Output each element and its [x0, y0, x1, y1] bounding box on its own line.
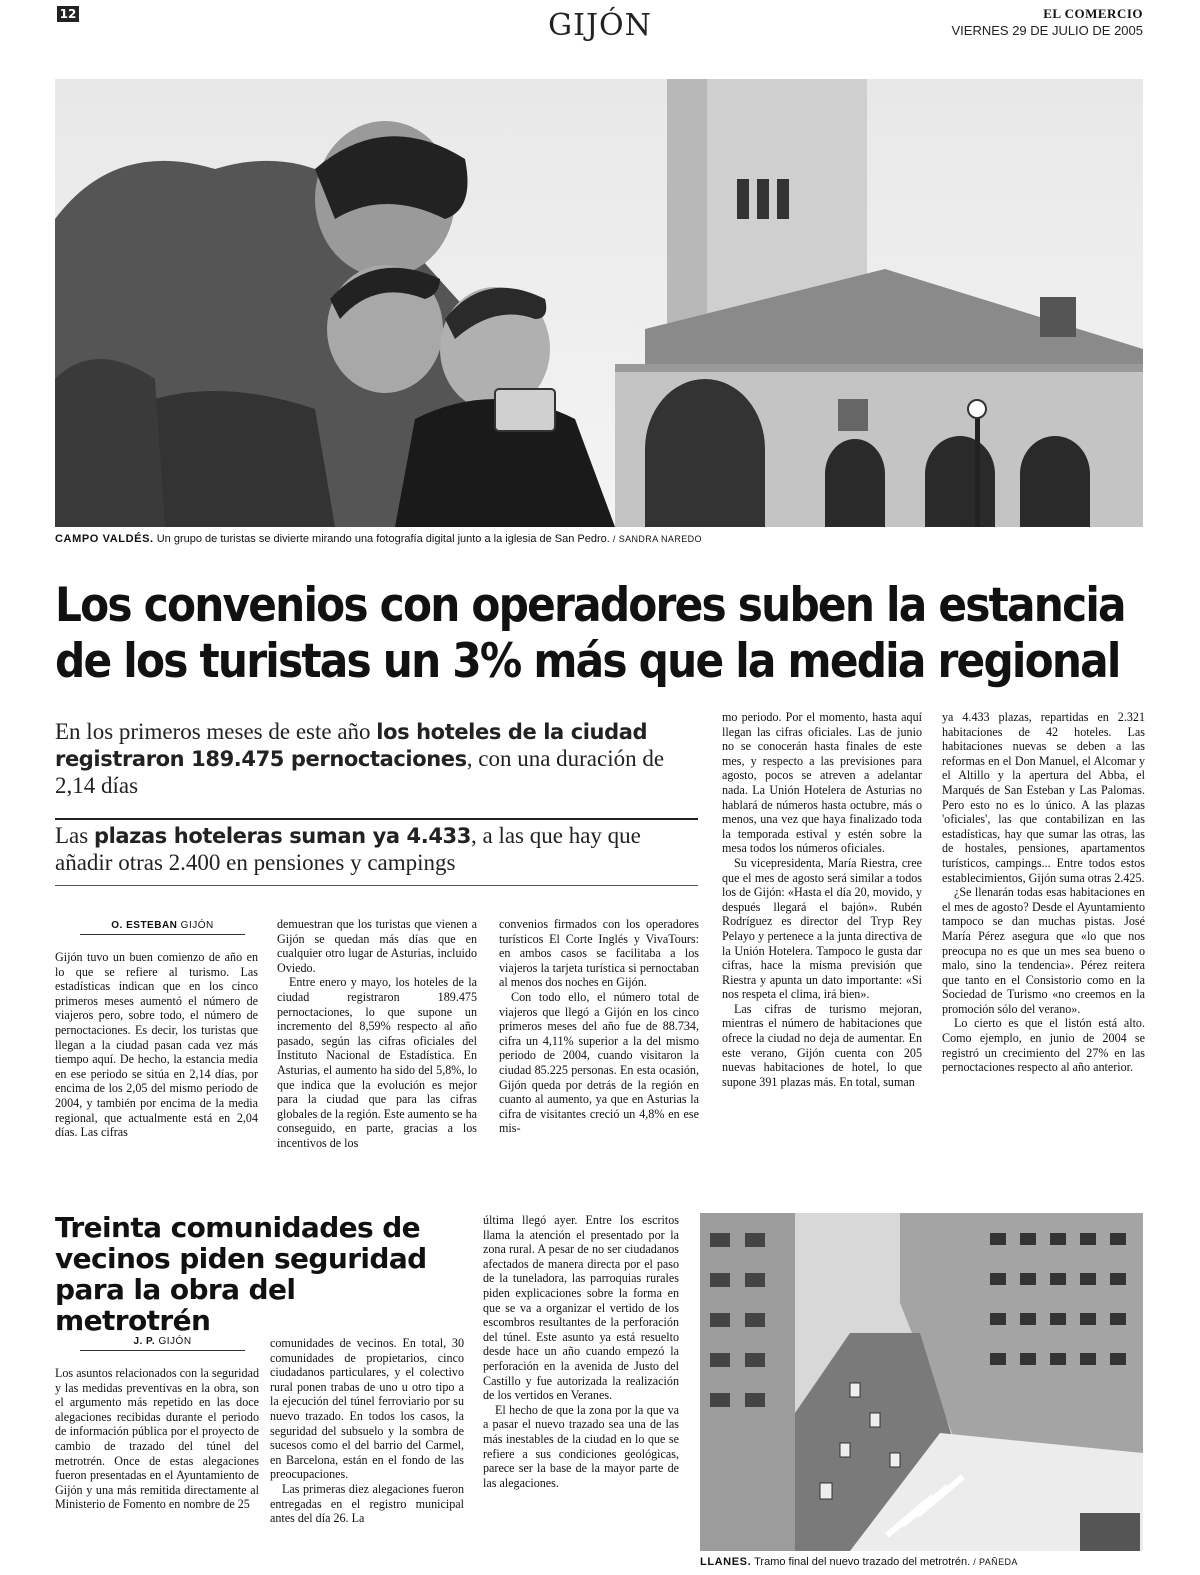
- byline-2-location: GIJÓN: [155, 1336, 192, 1347]
- caption-2-credit: / PAÑEDA: [973, 1557, 1018, 1567]
- deck1-part-b: los hoteles de la ciudad registraron 189.475 pernoctaciones: [55, 720, 648, 771]
- paragraph: demuestran que los turistas que vienen a Gijón se quedan más días que en cualquier otro lugar de Asturias, incluido Oviedo.: [277, 917, 477, 975]
- paragraph: Los asuntos relacionados con la seguridad y las medidas preventivas en la obra, son el argumento más repetido en las doce alegaciones recibidas durante el periodo de información pública por el proyecto de cambio de trazado del túnel del metrotrén. Once de estas alegaciones fueron presentadas en el Ayuntamiento de Gijón y una más remitida directamente al Ministerio de Fomento en nombre de 25: [55, 1366, 259, 1512]
- paragraph: Entre enero y mayo, los hoteles de la ciudad registraron 189.475 pernoctaciones, lo que supone un incremento del 8,59% respecto al año pasado, según las cifras oficiales del Instituto Nacional de Estadística. En Asturias, el aumento ha sido del 5,8%, lo que indica que la evolución es mejor para la ciudad que para las cifras globales de la región. Este aumento se ha conseguido, en parte, gracias a los incentivos de los: [277, 975, 477, 1150]
- article-2-column-3: [483, 1213, 679, 1490]
- deck-bottom-divider: [55, 885, 698, 886]
- subheadline-2: [55, 822, 698, 876]
- paragraph: Gijón tuvo un buen comienzo de año en lo que se refiere al turismo. Las estadísticas indican que en los cinco primeros meses aumentó el número de viajeros pero, sobre todo, el número de pernoctaciones. Es decir, los turistas que llegan a la ciudad pasan cada vez más tiempo aquí. De hecho, la estancia media en ese periodo se sitúa en 2,14 días, por encima de los 2,05 del mismo periodo de 2004, y también por encima de la media regional, que actualmente está en 2,04 días. Las cifras: [55, 950, 258, 1140]
- paragraph: Su vicepresidenta, María Riestra, cree que el mes de agosto será similar a todos los de Gijón: «Hasta el día 20, movido, y después llegará el bajón». Rubén Rodríguez es director del Tryp Rey Pelayo y pertenece a la junta directiva de la Unión Hotelera. Tampoco le gusta dar cifras, hace la misma previsión que Riestra y apunta un dato importante: «Si nos respeta el clima, irá bien».: [722, 855, 922, 1002]
- paragraph: convenios firmados con los operadores turísticos El Corte Inglés y VivaTours: en ambos casos se facilitaba a los viajeros la tarjeta turística si pernoctaban al menos dos noches en Gijón.: [499, 917, 699, 990]
- paragraph: última llegó ayer. Entre los escritos llama la atención el presentado por la zona rural. A pesar de no ser ciudadanos afectados de manera directa por el paso de la tuneladora, las parroquias rurales piden explicaciones sobre la forma en que se va a organizar el vertido de los escombros resultantes de la perforación del túnel. Este asunto ya está resuelto desde hace un año cuando empezó la perforación en la avenida de Justo del Castillo y fue autorizada la realización de los vertidos en Veranes.: [483, 1213, 679, 1403]
- deck2-part-a: Las: [55, 823, 94, 848]
- photo-caption-1: [55, 533, 702, 545]
- caption-1-credit: / SANDRA NAREDO: [612, 534, 702, 544]
- caption-1-lead: CAMPO VALDÉS.: [55, 533, 154, 545]
- section-title: GIJÓN: [548, 8, 652, 43]
- paragraph: El hecho de que la zona por la que va a pasar el nuevo trazado sea una de las más inestables de la ciudad en lo que se refiere a sus condiciones geológicas, parece ser la base de la mayor parte de las alegaciones.: [483, 1402, 679, 1490]
- second-headline: Treinta comunidades de vecinos piden seguridad para la obra del metrotrén: [55, 1211, 427, 1337]
- headline-line-1: Los convenios con operadores suben la estancia: [55, 578, 1125, 633]
- paragraph: ¿Se llenarán todas esas habitaciones en el mes de agosto? Desde el Ayuntamiento tampoco se dan muchas pistas. José María Pérez asegura que «lo que nos preocupa no es que un mes sea bueno o malo, sino la tendencia». Pérez reitera que tanto en el Consistorio como en la Sociedad de Turismo «no creemos en la promoción sólo del verano».: [942, 885, 1145, 1016]
- issue-date: VIERNES 29 DE JULIO DE 2005: [951, 23, 1143, 38]
- article-2-column-1: [55, 1366, 259, 1512]
- deck2-part-b: plazas hoteleras suman ya 4.433: [93, 824, 471, 848]
- deck1-part-a: En los primeros meses de este año: [55, 719, 377, 744]
- tourists-church-photo: [55, 79, 1143, 527]
- page-number: 12: [57, 6, 79, 22]
- article-1-column-4: [722, 710, 922, 1089]
- subheadline-1: [55, 718, 675, 799]
- byline-article-2: [80, 1336, 245, 1351]
- street-aerial-photo: [700, 1213, 1143, 1551]
- paragraph: Con todo ello, el número total de viajeros que llegó a Gijón en los cinco primeros meses del año fue de 88.734, cifra un 4,11% superior a la del mismo periodo de 2004, cuando visitaron la ciudad 85.225 personas. En esta ocasión, Gijón queda por detrás de la región en cuanto al aumento, ya que en Asturias la cifra de visitantes creció un 4,8% en ese mis-: [499, 989, 699, 1136]
- deck-divider: [55, 818, 698, 820]
- paragraph: Lo cierto es que el listón está alto. Como ejemplo, en junio de 2004 se registró un crecimiento del 27% en las pernoctaciones respecto al año anterior.: [942, 1016, 1145, 1075]
- paragraph: Las cifras de turismo mejoran, mientras el número de habitaciones que ofrece la ciudad no deja de aumentar. En este verano, Gijón cuenta con 205 nuevas habitaciones de hotel, lo que supone 391 plazas más. En total, suman: [722, 1001, 922, 1089]
- article-1-column-5: [942, 710, 1145, 1075]
- deck1-part-c: , con una duración de 2,14 días: [55, 746, 665, 798]
- main-headline: [55, 578, 1145, 690]
- article-1-column-1: [55, 950, 258, 1140]
- paragraph: mo periodo. Por el momento, hasta aquí llegan las cifras oficiales. Las de junio no se conocerán hasta finales de este mes, y respecto a las previsiones para agosto, pocos se atreven a adelantar nada. La Unión Hotelera de Asturias no hablará de números hasta octubre, más o menos, una vez que haya finalizado toda la temporada estival y estén sobre la mesa todos los números oficiales.: [722, 710, 922, 856]
- byline-2-name: J. P.: [133, 1336, 156, 1347]
- newspaper-name: EL COMERCIO: [1043, 6, 1143, 21]
- article-1-column-3: [499, 917, 699, 1136]
- headline-line-2: de los turistas un 3% más que la media regional: [55, 634, 1120, 689]
- byline-article-1: [80, 920, 245, 935]
- deck2-part-c: , a las que hay que añadir otras 2.400 en pensiones y campings: [55, 823, 641, 875]
- paragraph: comunidades de vecinos. En total, 30 comunidades de propietarios, cinco ciudadanos particulares, y el colectivo rural ponen trabas de uno u otro tipo a la ejecución del túnel ferroviario por su nuevo trazado. En todos los casos, la seguridad del subsuelo y la sombra de sucesos como el del barrio del Carmel, en Barcelona, están en el fondo de las preocupaciones.: [270, 1336, 464, 1482]
- article-2-column-2: [270, 1336, 464, 1526]
- caption-2-lead: LLANES.: [700, 1556, 752, 1568]
- byline-1-name: O. ESTEBAN: [111, 920, 178, 931]
- article-1-column-2: [277, 917, 477, 1151]
- paragraph: ya 4.433 plazas, repartidas en 2.321 habitaciones de 42 hoteles. Las habitaciones nuevas se deben a las reformas en el Don Manuel, el Alcomar y el Altillo y la apertura del Abba, el Marqués de San Esteban y Las Palomas. Pero esto no es lo único. A las plazas 'oficiales', las que contabilizan en las estadísticas, hay que sumar las otras, las de hostales, pensiones, apartamentos turísticos, campings... Entre todos estos establecimientos, Gijón suma otras 2.425.: [942, 710, 1145, 885]
- photo-caption-2: [700, 1556, 1018, 1568]
- caption-1-text: Un grupo de turistas se divierte mirando una fotografía digital junto a la iglesia de San Pedro.: [153, 533, 610, 545]
- paragraph: Las primeras diez alegaciones fueron entregadas en el registro municipal antes del día 26. La: [270, 1481, 464, 1526]
- caption-2-text: Tramo final del nuevo trazado del metrotrén.: [751, 1556, 971, 1568]
- byline-1-location: GIJÓN: [177, 920, 214, 931]
